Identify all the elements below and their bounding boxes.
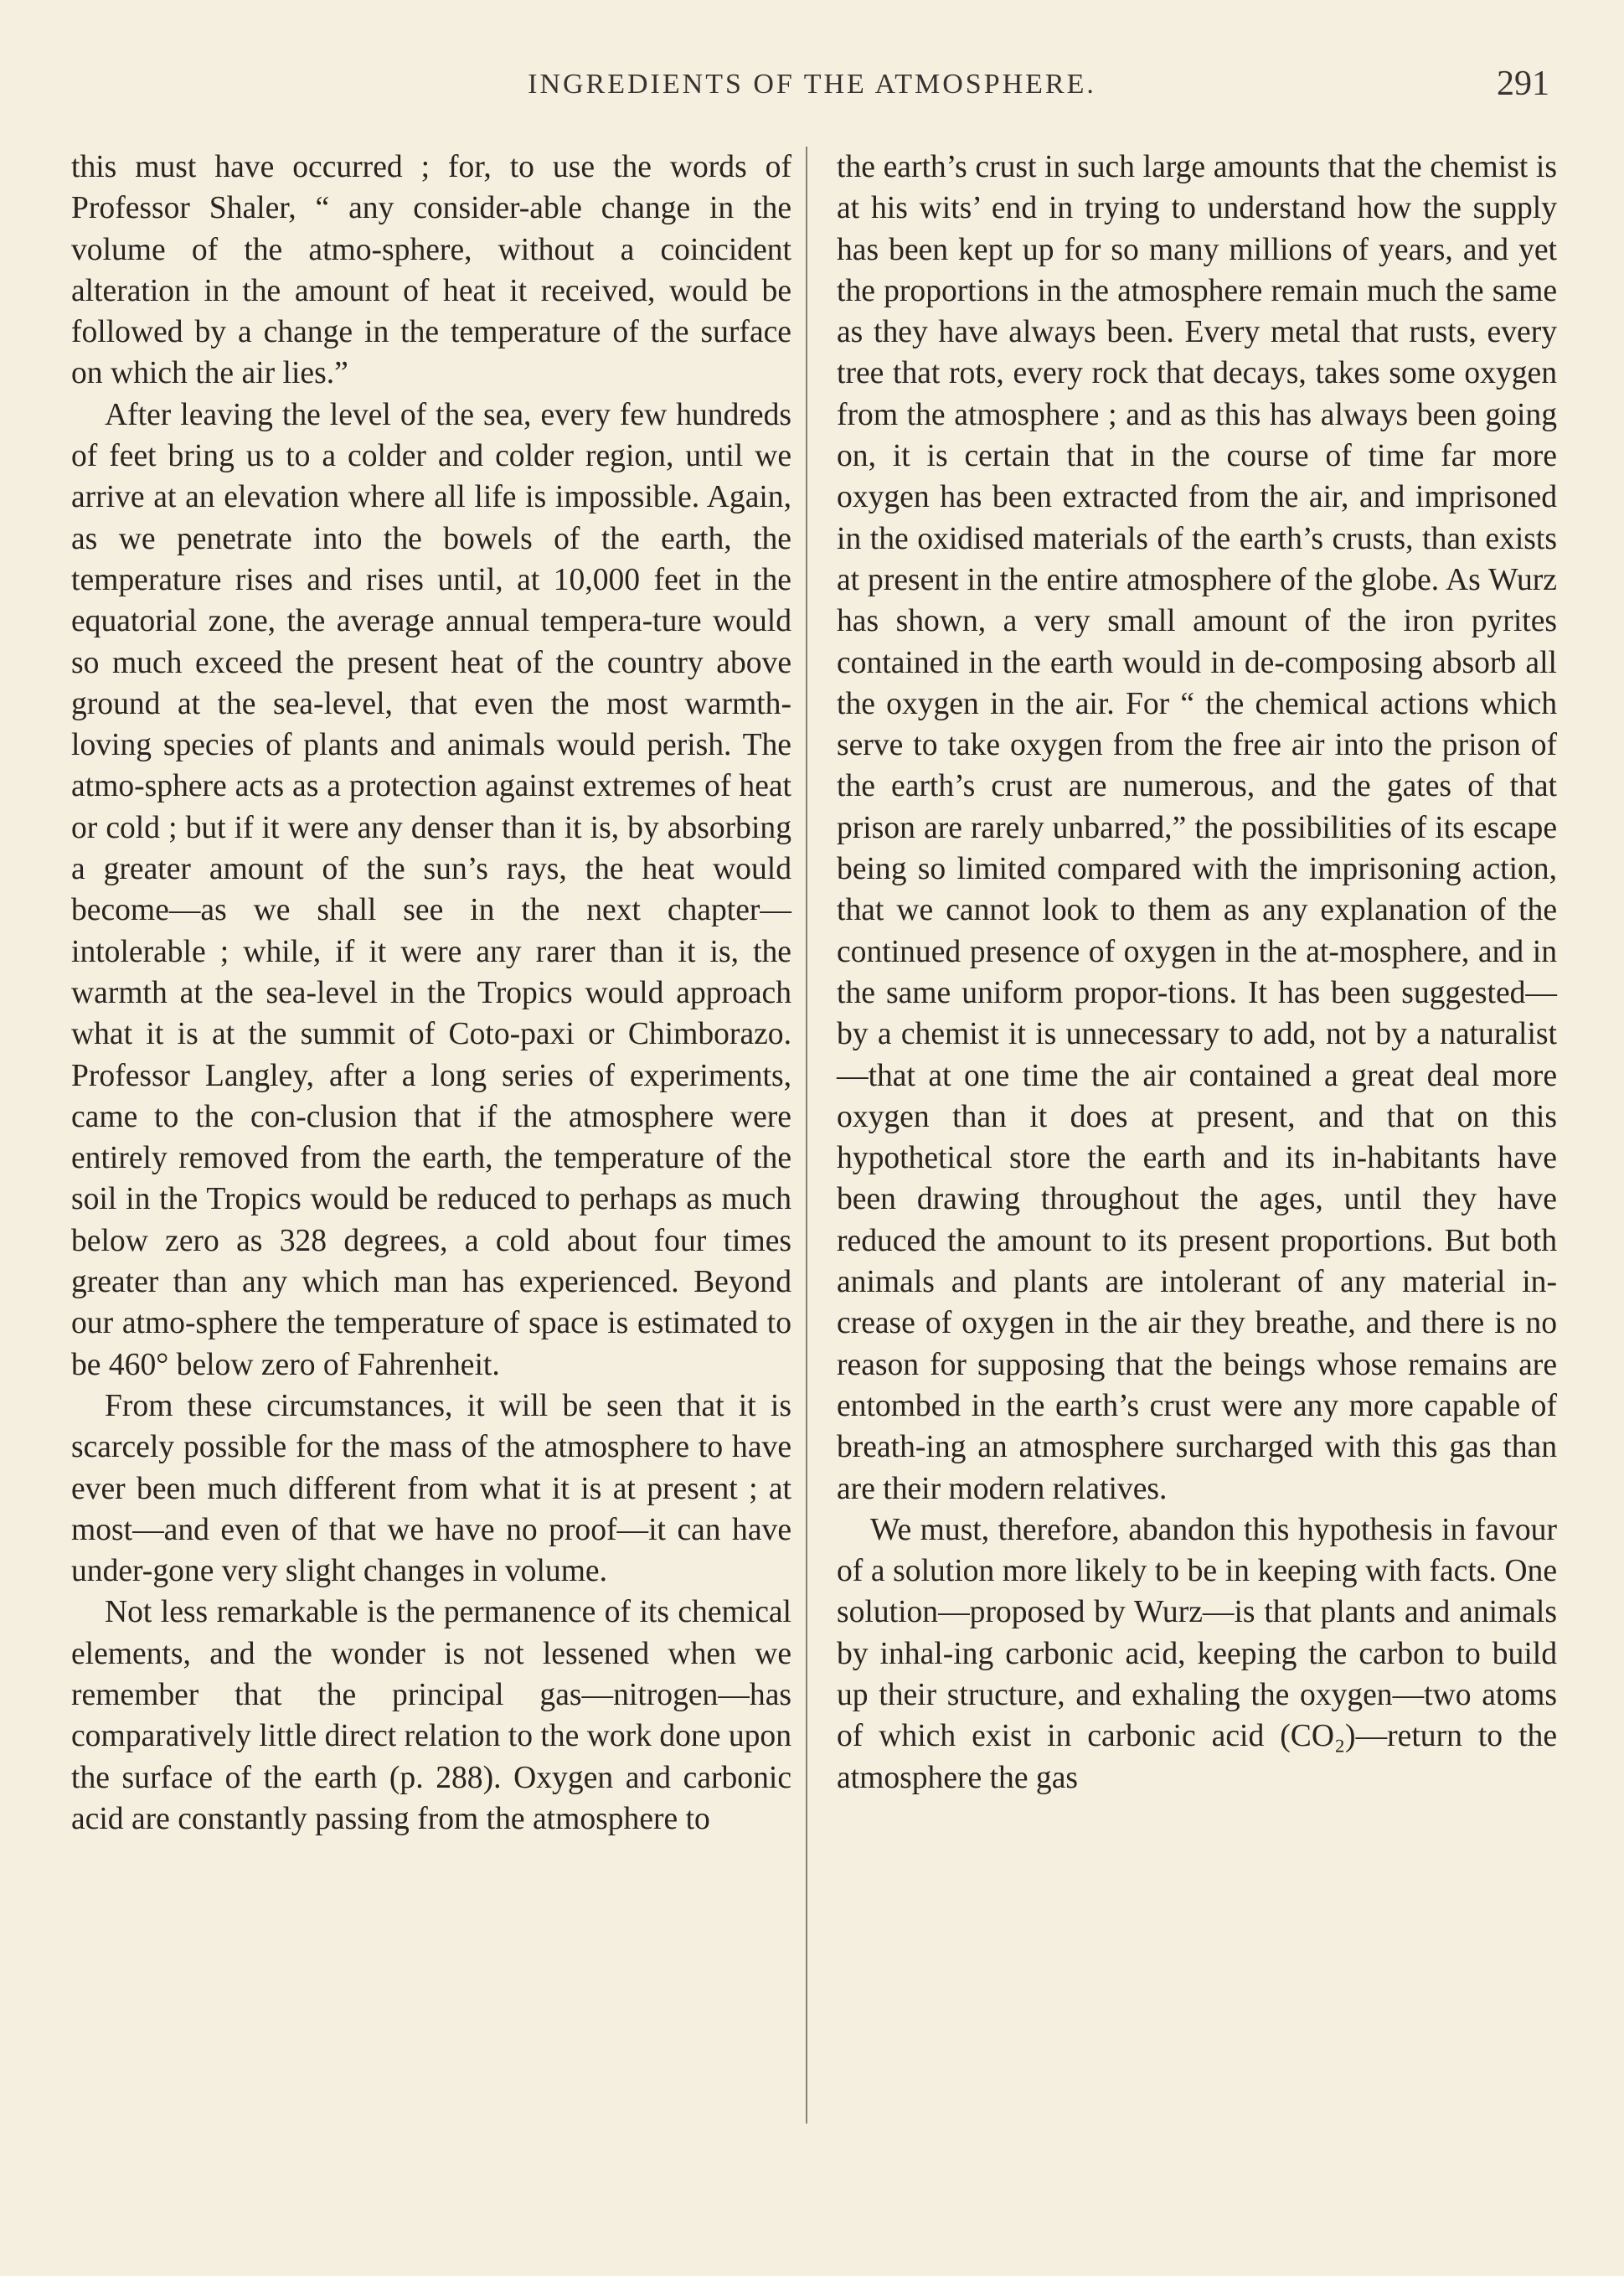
paragraph: After leaving the level of the sea, every few hundreds of feet bring us to a colder and colder region, until we arrive at an elevation where all life is impossible. Again, as we penetrate into the bowels of the earth, the temperature rises and rises until, at 10,000 feet in the equatorial zone, the average annual tempera-ture would so much exceed the present heat of the country above ground at the sea-level, that even the most warmth-loving species of plants and animals would perish. The atmo-sphere acts as a protection against extremes of heat or cold ; but if it were any denser than it is, by absorbing a greater amount of the sun’s rays, the heat would become—as we shall see in the next chapter—intolerable ; while, if it were any rarer than it is, the warmth at the sea-level in the Tropics would approach what it is at the summit of Coto-paxi or Chimborazo. Professor Langley, after a long series of experiments, came to the con-clusion that if the atmosphere were entirely removed from the earth, the temperature of the soil in the Tropics would be reduced to perhaps as much below zero as 328 degrees, a cold about four times greater than any which man has experienced. Beyond our atmo-sphere the temperature of space is estimated to be 460° below zero of Fahrenheit.	[71, 397, 791, 1382]
paragraph: We must, therefore, abandon this hypothesis in favour of a solution more likely to be in keeping with facts. One solution—proposed by Wurz—is that plants and animals by inhal-ing carbonic acid, keeping the carbon to build up their structure, and exhaling the oxygen—two atoms of which exist in carbonic acid (CO₂)—return to the atmosphere the gas	[837, 1512, 1557, 1795]
paragraph: this must have occurred ; for, to use the words of Professor Shaler, “ any consider-able change in the volume of the atmo-sphere, without a coincident alteration in the amount of heat it received, would be followed by a change in the temperature of the surface on which the air lies.”	[71, 150, 791, 391]
right-column	[837, 147, 1557, 1799]
paragraph: Not less remarkable is the permanence of its chemical elements, and the wonder is not lessened when we remember that the principal gas—nitrogen—has comparatively little direct relation to the work done upon the surface of the earth (p. 288). Oxygen and carbonic acid are constantly passing from the atmosphere to	[71, 1595, 791, 1836]
running-title: INGREDIENTS OF THE ATMOSPHERE.	[528, 69, 1096, 100]
column-divider	[806, 147, 807, 2124]
paragraph: the earth’s crust in such large amounts that the chemist is at his wits’ end in trying to understand how the supply has been kept up for so many millions of years, and yet the proportions in the atmosphere remain much the same as they have always been. Every metal that rusts, every tree that rots, every rock that decays, takes some oxygen from the atmosphere ; and as this has always been going on, it is certain that in the course of time far more oxygen has been extracted from the air, and imprisoned in the oxidised materials of the earth’s crusts, than exists at present in the entire atmosphere of the globe. As Wurz has shown, a very small amount of the iron pyrites contained in the earth would in de-composing absorb all the oxygen in the air. For “ the chemical actions which serve to take oxygen from the free air into the prison of the earth’s crust are numerous, and the gates of that prison are rarely unbarred,” the possibilities of its escape being so limited compared with the imprisoning action, that we cannot look to them as any explanation of the continued presence of oxygen in the at-mosphere, and in the same uniform propor-tions. It has been suggested—by a chemist it is unnecessary to add, not by a naturalist—that at one time the air contained a great deal more oxygen than it does at present, and that on this hypothetical store the earth and its in-habitants have been drawing throughout the ages, until they have reduced the amount to its present proportions. But both animals and plants are intolerant of any material in-crease of oxygen in the air they breathe, and there is no reason for supposing that the beings whose remains are entombed in the earth’s crust were any more capable of breath-ing an atmosphere surcharged with this gas than are their modern relatives.	[837, 150, 1557, 1506]
left-column	[71, 147, 791, 1840]
page-number: 291	[1497, 65, 1549, 103]
paragraph: From these circumstances, it will be seen that it is scarcely possible for the mass of the atmosphere to have ever been much different from what it is at present ; at most—and even of that we have no proof—it can have under-gone very slight changes in volume.	[71, 1388, 791, 1589]
